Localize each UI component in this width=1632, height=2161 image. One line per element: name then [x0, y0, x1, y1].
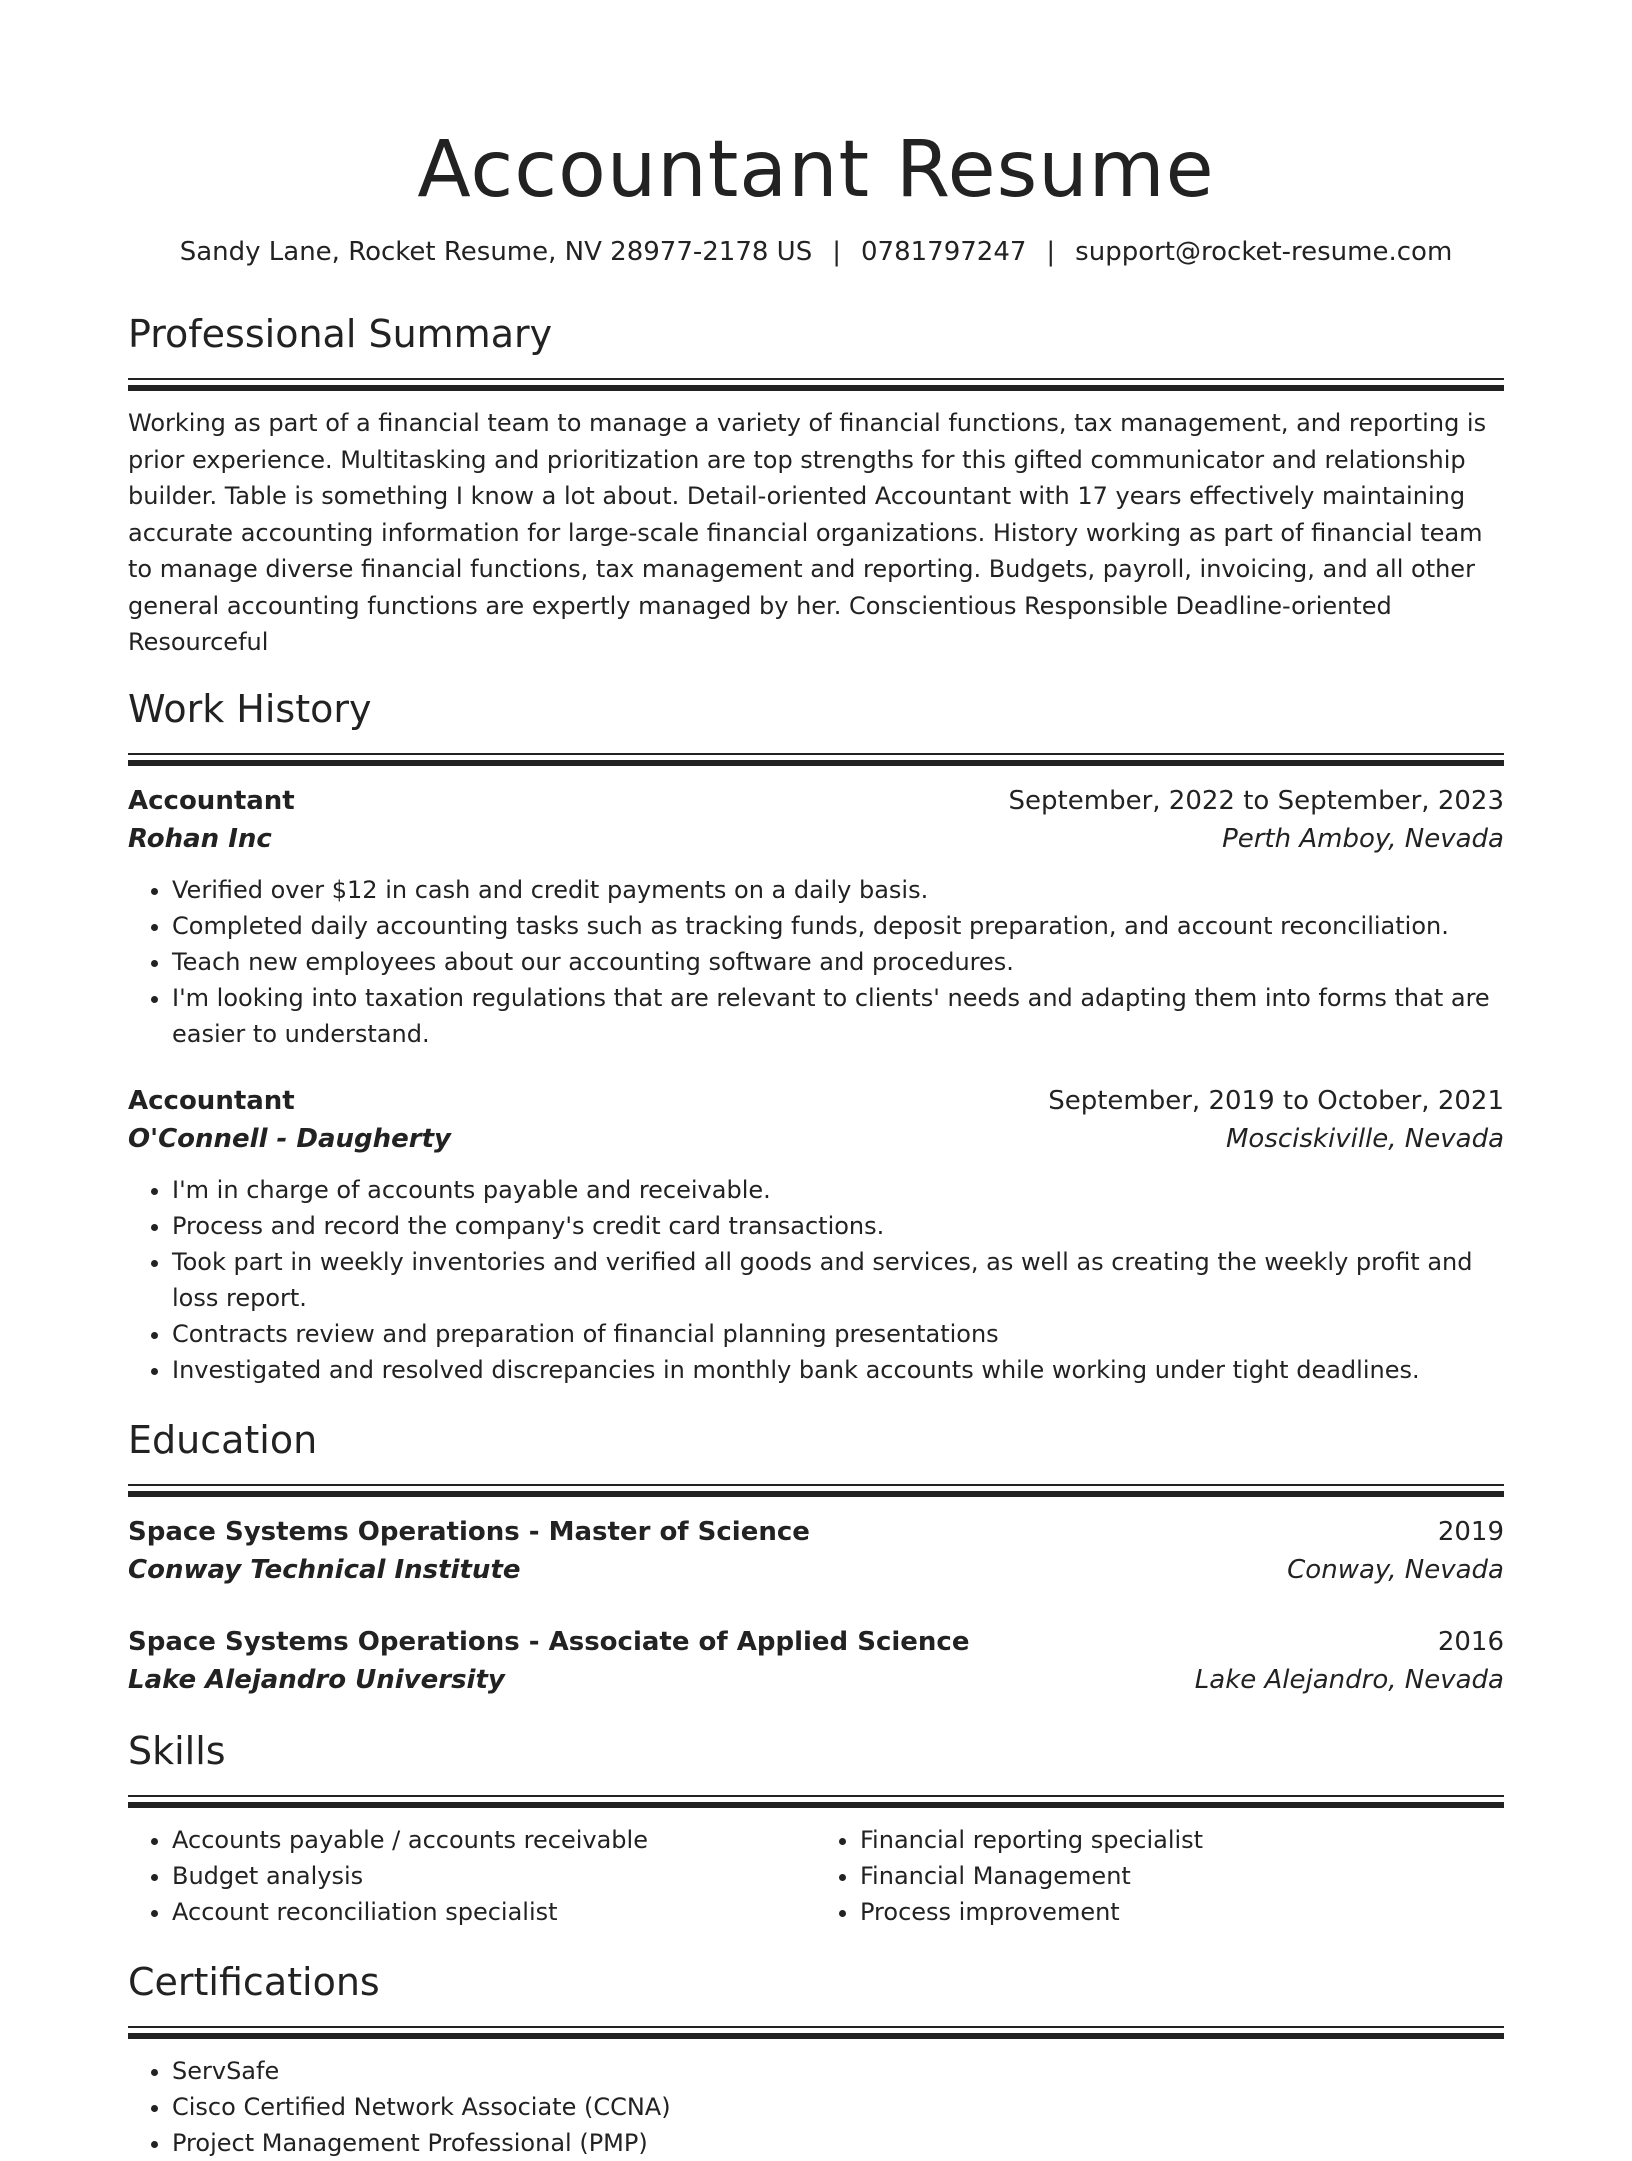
job-location: Mosciskiville, Nevada [1225, 1123, 1504, 1154]
education-entry [128, 1513, 1504, 1589]
education-school-row [128, 1661, 1504, 1699]
summary-text: Working as part of a financial team to manage a variety of financial functions, tax management, and reporting is prior experience. Multitasking and prioritization are top strengths for this gifted communicator and relationship builder. Table is something I know a lot about. Detail-oriented Accountant with 17 years effectively maintaining accurate accounting information for large-scale financial organizations. History working as part of financial team to manage diverse financial functions, tax management and reporting. Budgets, payroll, invoicing, and all other general accounting functions are expertly managed by her. Conscientious Responsible Deadline-oriented Resourceful [128, 409, 1487, 656]
job-bullets [128, 1172, 1504, 1388]
certifications-list [128, 2053, 1504, 2161]
list-item: • Took part in weekly inventories and verified all goods and services, as well as creating the weekly profit and loss report. [172, 1244, 1504, 1316]
job-header-row [128, 782, 1504, 820]
skill-item: • Financial Management [860, 1858, 1504, 1894]
education-location: Lake Alejandro, Nevada [1194, 1664, 1504, 1695]
contact-phone: 0781797247 [860, 237, 1027, 267]
certification-item: • Project Management Professional (PMP) [172, 2125, 1504, 2161]
job-company: O'Connell - Daugherty [128, 1123, 451, 1154]
job-bullets [128, 872, 1504, 1052]
list-item: • Verified over $12 in cash and credit payments on a daily basis. [172, 872, 1504, 908]
contact-email: support@rocket-resume.com [1075, 237, 1453, 267]
work-section [128, 685, 1504, 1388]
education-school: Conway Technical Institute [128, 1554, 521, 1585]
certifications-section [128, 1958, 1504, 2161]
education-header-row [128, 1623, 1504, 1661]
list-item: • Completed daily accounting tasks such as tracking funds, deposit preparation, and account reconciliation. [172, 908, 1504, 944]
list-item: • Process and record the company's credit card transactions. [172, 1208, 1504, 1244]
section-divider [128, 378, 1504, 391]
education-degree: Space Systems Operations - Master of Science [128, 1516, 810, 1547]
contact-address: Sandy Lane, Rocket Resume, NV 28977-2178 US [179, 237, 813, 267]
skill-item: • Process improvement [860, 1894, 1504, 1930]
job-entry [128, 1082, 1504, 1388]
section-divider [128, 753, 1504, 766]
resume-title: Accountant Resume [417, 125, 1215, 215]
job-location: Perth Amboy, Nevada [1222, 823, 1504, 854]
section-title-work: Work History [128, 686, 372, 731]
list-item: • I'm looking into taxation regulations that are relevant to clients' needs and adapting them into forms that are easier to understand. [172, 980, 1504, 1052]
education-section [128, 1416, 1504, 1699]
section-divider [128, 2026, 1504, 2039]
section-title-summary: Professional Summary [128, 312, 553, 356]
job-company: Rohan Inc [128, 823, 272, 854]
job-header-row [128, 1082, 1504, 1120]
education-year: 2019 [1437, 1516, 1504, 1547]
contact-separator: | [832, 237, 841, 267]
certification-item: • ServSafe [172, 2053, 1504, 2089]
education-degree: Space Systems Operations - Associate of Applied Science [128, 1626, 970, 1657]
job-role: Accountant [128, 785, 295, 816]
resume-page [128, 0, 1504, 2161]
certification-item: • Cisco Certified Network Associate (CCNA) [172, 2089, 1504, 2125]
education-school: Lake Alejandro University [128, 1664, 505, 1695]
skill-item: • Account reconciliation specialist [172, 1894, 816, 1930]
skills-list-left [128, 1822, 816, 1930]
job-entry [128, 782, 1504, 1052]
job-dates: September, 2022 to September, 2023 [1008, 785, 1504, 816]
section-title-certifications: Certifications [128, 1959, 380, 2004]
education-header-row [128, 1513, 1504, 1551]
job-company-row [128, 1120, 1504, 1158]
skills-section [128, 1727, 1504, 1930]
list-item: • Contracts review and preparation of financial planning presentations [172, 1316, 1504, 1352]
section-title-education: Education [128, 1417, 318, 1462]
contact-separator: | [1046, 237, 1056, 267]
education-entry [128, 1623, 1504, 1699]
skills-list-right [816, 1822, 1504, 1930]
education-school-row [128, 1551, 1504, 1589]
list-item: • Teach new employees about our accounting software and procedures. [172, 944, 1504, 980]
skill-item: • Accounts payable / accounts receivable [172, 1822, 816, 1858]
section-divider [128, 1795, 1504, 1808]
job-role: Accountant [128, 1085, 295, 1116]
skill-item: • Financial reporting specialist [860, 1822, 1504, 1858]
summary-section [128, 310, 1504, 661]
skill-item: • Budget analysis [172, 1858, 816, 1894]
section-title-skills: Skills [128, 1728, 226, 1773]
list-item: • I'm in charge of accounts payable and receivable. [172, 1172, 1504, 1208]
education-year: 2016 [1437, 1626, 1504, 1657]
job-company-row [128, 820, 1504, 858]
education-location: Conway, Nevada [1287, 1554, 1504, 1585]
contact-line [128, 234, 1504, 270]
job-dates: September, 2019 to October, 2021 [1048, 1085, 1504, 1116]
section-divider [128, 1484, 1504, 1497]
list-item: • Investigated and resolved discrepancies in monthly bank accounts while working under tight deadlines. [172, 1352, 1504, 1388]
skills-columns [128, 1822, 1504, 1930]
